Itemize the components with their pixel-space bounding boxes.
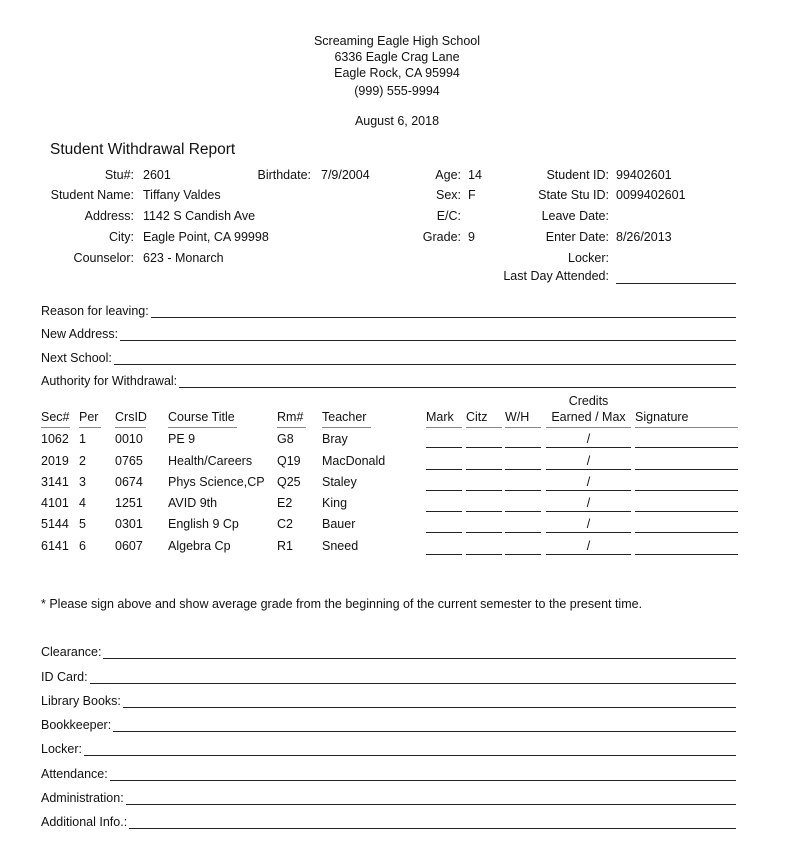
citz-entry-line[interactable] [466,532,502,533]
column-header-mark: Mark [426,410,454,424]
field-value: 14 [468,168,482,182]
cell-title: Phys Science,CP [168,475,265,489]
field-label: Last Day Attended: [503,269,609,283]
column-header-title: Course Title [168,410,235,424]
cell-crs: 0674 [115,475,143,489]
cell-credits: / [586,496,591,510]
mark-entry-line[interactable] [426,490,462,491]
citz-entry-line[interactable] [466,511,502,512]
citz-entry-line[interactable] [466,554,502,555]
cell-crs: 0765 [115,454,143,468]
header-underline [168,427,237,428]
cell-title: PE 9 [168,432,196,446]
clearance-field-label: Locker: [41,742,82,756]
cell-title: English 9 Cp [168,517,239,531]
field-label: City: [109,230,134,244]
column-header-crs: CrsID [115,410,147,424]
wh-entry-line[interactable] [505,511,541,512]
wh-entry-line[interactable] [505,554,541,555]
clearance-field-label: Additional Info.: [41,815,128,829]
cell-teacher: Staley [322,475,357,489]
cell-crs: 0010 [115,432,143,446]
school-phone: (999) 555-9994 [354,84,440,98]
field-value: F [468,188,476,202]
cell-per: 4 [79,496,86,510]
signature-entry-line[interactable] [635,490,738,491]
cell-sec: 1062 [41,432,69,446]
clearance-field-line[interactable] [41,804,736,805]
signature-entry-line[interactable] [635,511,738,512]
report-date: August 6, 2018 [354,114,440,128]
cell-per: 3 [79,475,86,489]
report-title: Student Withdrawal Report [50,141,236,158]
field-value: 0099402601 [616,188,686,202]
citz-entry-line[interactable] [466,490,502,491]
cell-rm: G8 [277,432,294,446]
field-label: Counselor: [73,251,134,265]
cell-rm: Q25 [277,475,301,489]
field-label: Stu#: [104,168,134,182]
clearance-field-label: Library Books: [41,694,121,708]
clearance-field-line[interactable] [41,780,736,781]
reason-field-label: New Address: [41,327,119,341]
column-header-credits-sub: Earned / Max [551,410,626,424]
field-label: Enter Date: [545,230,609,244]
cell-teacher: Bray [322,432,348,446]
cell-crs: 0301 [115,517,143,531]
field-label: State Stu ID: [538,188,609,202]
signature-entry-line[interactable] [635,554,738,555]
wh-entry-line[interactable] [505,490,541,491]
cell-per: 6 [79,539,86,553]
field-label: Address: [84,209,134,223]
clearance-field-label: Administration: [41,791,124,805]
credits-entry-line[interactable] [546,532,631,533]
header-underline [79,427,101,428]
citz-entry-line[interactable] [466,469,502,470]
cell-sec: 6141 [41,539,69,553]
field-label: Age: [435,168,461,182]
birthdate-value: 7/9/2004 [321,168,370,182]
header-underline [505,427,541,428]
reason-field-label: Reason for leaving: [41,304,149,318]
clearance-field-line[interactable] [41,683,736,684]
field-label: Locker: [568,251,609,265]
school-name: Screaming Eagle High School [313,34,481,48]
cell-title: AVID 9th [168,496,218,510]
field-label: Grade: [422,230,461,244]
mark-entry-line[interactable] [426,447,462,448]
field-value: 8/26/2013 [616,230,672,244]
wh-entry-line[interactable] [505,447,541,448]
note: * Please sign above and show average grade from the beginning of the current semester to the present time. [41,597,643,611]
mark-entry-line[interactable] [426,469,462,470]
column-header-wh: W/H [505,410,530,424]
cell-credits: / [586,432,591,446]
last-day-attended-line[interactable] [616,283,736,284]
reason-field-label: Next School: [41,351,112,365]
field-value: 623 - Monarch [143,251,224,265]
citz-entry-line[interactable] [466,447,502,448]
field-label: E/C: [436,209,461,223]
column-header-citz: Citz [466,410,488,424]
column-header-signature: Signature [635,410,689,424]
cell-rm: R1 [277,539,293,553]
credits-entry-line[interactable] [546,447,631,448]
cell-sec: 2019 [41,454,69,468]
cell-credits: / [586,539,591,553]
cell-teacher: MacDonald [322,454,386,468]
field-value: Tiffany Valdes [143,188,221,202]
mark-entry-line[interactable] [426,532,462,533]
clearance-field-line[interactable] [41,755,736,756]
header-underline [546,427,631,428]
clearance-field-label: ID Card: [41,670,88,684]
cell-crs: 0607 [115,539,143,553]
field-value: 2601 [143,168,171,182]
column-header-credits: Credits [568,394,609,408]
cell-per: 1 [79,432,86,446]
cell-credits: / [586,454,591,468]
header-underline [466,427,502,428]
mark-entry-line[interactable] [426,511,462,512]
credits-entry-line[interactable] [546,511,631,512]
wh-entry-line[interactable] [505,532,541,533]
column-header-sec: Sec# [41,410,70,424]
cell-teacher: King [322,496,348,510]
column-header-teacher: Teacher [322,410,367,424]
cell-title: Health/Careers [168,454,253,468]
clearance-field-line[interactable] [41,828,736,829]
cell-teacher: Sneed [322,539,359,553]
cell-per: 5 [79,517,86,531]
clearance-field-line[interactable] [41,731,736,732]
school-city: Eagle Rock, CA 95994 [334,66,460,80]
cell-title: Algebra Cp [168,539,231,553]
header-underline [426,427,462,428]
field-value: Eagle Point, CA 99998 [143,230,269,244]
credits-entry-line[interactable] [546,469,631,470]
wh-entry-line[interactable] [505,469,541,470]
clearance-field-label: Attendance: [41,767,108,781]
clearance-field-line[interactable] [41,707,736,708]
field-label: Student Name: [50,188,134,202]
header-underline [41,427,70,428]
cell-credits: / [586,517,591,531]
cell-sec: 4101 [41,496,69,510]
clearance-field-label: Bookkeeper: [41,718,112,732]
school-street: 6336 Eagle Crag Lane [334,50,460,64]
field-label: Leave Date: [541,209,609,223]
reason-field-line[interactable] [41,340,736,341]
clearance-field-label: Clearance: [41,645,102,659]
field-value: 1142 S Candish Ave [143,209,256,223]
reason-field-label: Authority for Withdrawal: [41,374,178,388]
signature-entry-line[interactable] [635,532,738,533]
credits-entry-line[interactable] [546,490,631,491]
header-underline [115,427,146,428]
signature-entry-line[interactable] [635,469,738,470]
credits-entry-line[interactable] [546,554,631,555]
field-label: Sex: [435,188,461,202]
cell-rm: Q19 [277,454,301,468]
header-underline [322,427,371,428]
mark-entry-line[interactable] [426,554,462,555]
cell-rm: C2 [277,517,293,531]
cell-rm: E2 [277,496,293,510]
field-value: 99402601 [616,168,672,182]
column-header-rm: Rm# [277,410,304,424]
cell-crs: 1251 [115,496,143,510]
cell-credits: / [586,475,591,489]
cell-sec: 3141 [41,475,69,489]
cell-teacher: Bauer [322,517,356,531]
birthdate-label: Birthdate: [257,168,311,182]
header-underline [635,427,738,428]
header-underline [277,427,306,428]
clearance-field-line[interactable] [41,658,736,659]
cell-sec: 5144 [41,517,69,531]
reason-field-line[interactable] [41,364,736,365]
signature-entry-line[interactable] [635,447,738,448]
cell-per: 2 [79,454,86,468]
field-label: Student ID: [546,168,609,182]
column-header-per: Per [79,410,99,424]
field-value: 9 [468,230,475,244]
